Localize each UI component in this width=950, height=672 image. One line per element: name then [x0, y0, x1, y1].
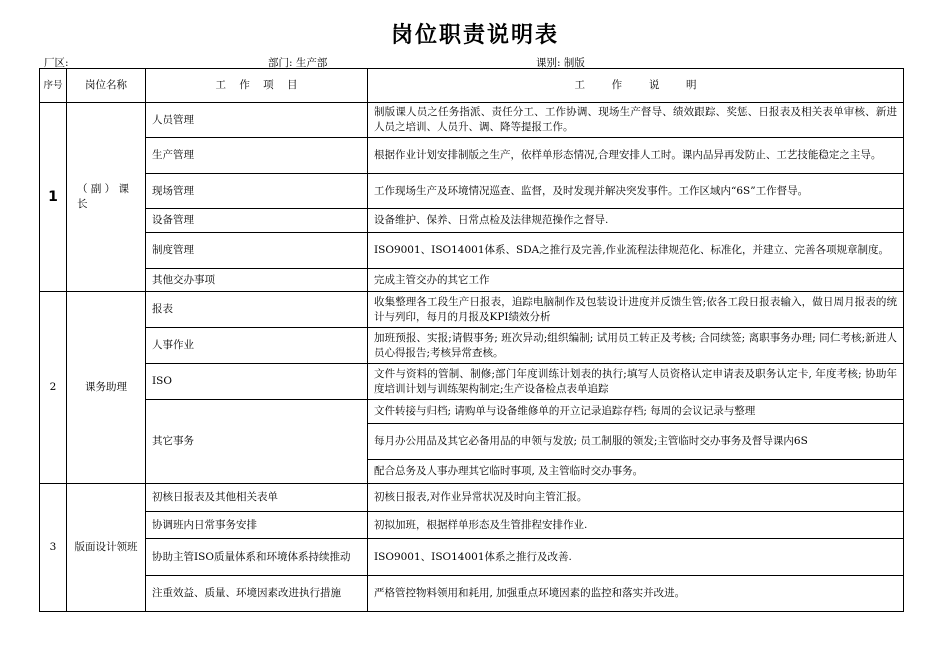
- table-row: [40, 209, 904, 233]
- table-row: [40, 484, 904, 512]
- work-item: 其它事务: [146, 400, 368, 484]
- table-row: [40, 512, 904, 539]
- work-item: 人事作业: [146, 328, 368, 364]
- position-name: （ 副 ） 课 长: [67, 103, 146, 292]
- work-desc: 严格管控物料领用和耗用, 加强重点环境因素的监控和落实并改进。: [368, 576, 904, 612]
- work-desc: ISO9001、ISO14001体系、SDA之推行及完善,作业流程法律规范化、标准化，并建立、完善各项规章制度。: [368, 233, 904, 269]
- header-position: 岗位名称: [67, 69, 146, 103]
- work-desc: ISO9001、ISO14001体系之推行及改善.: [368, 539, 904, 576]
- work-desc: 制版课人员之任务指派、责任分工、工作协调、现场生产督导、绩效跟踪、奖惩、日报表及相关表单审核、新进人员之培训、人员升、调、降等提报工作。: [368, 103, 904, 138]
- section-label: 课别: 制版: [536, 57, 585, 69]
- work-item: 注重效益、质量、环境因素改进执行措施: [146, 576, 368, 612]
- table-row: [40, 400, 904, 424]
- work-desc: 初拟加班，根据样单形态及生管排程安排作业.: [368, 512, 904, 539]
- work-desc: 根据作业计划安排制版之生产，依样单形态情况,合理安排人工时。课内品异再发防止、工艺技能稳定之主导。: [368, 138, 904, 174]
- table-row: [40, 539, 904, 576]
- row-seq: 1: [40, 103, 67, 292]
- work-desc: 加班预报、实报;请假事务; 班次异动;组织编制; 试用员工转正及考核; 合同续签; 离职事务办理; 同仁考核;新进人员心得报告;考核异常查核。: [368, 328, 904, 364]
- factory-label: 厂区:: [44, 57, 69, 69]
- table-row: [40, 364, 904, 400]
- row-seq: 2: [40, 292, 67, 484]
- header-work-item: 工 作 项 目: [146, 69, 368, 103]
- work-item: ISO: [146, 364, 368, 400]
- work-item: 现场管理: [146, 174, 368, 209]
- work-desc: 收集整理各工段生产日报表，追踪电脑制作及包装设计进度并反馈生管;依各工段日报表输入，做日周月报表的统计与列印，每月的月报及KPI绩效分析: [368, 292, 904, 328]
- table-row: [40, 233, 904, 269]
- work-item: 协助主管ISO质量体系和环境体系持续推动: [146, 539, 368, 576]
- work-item: 制度管理: [146, 233, 368, 269]
- work-item: 其他交办事项: [146, 269, 368, 292]
- table-row: [40, 328, 904, 364]
- work-item: 设备管理: [146, 209, 368, 233]
- work-desc: 文件转接与归档; 请购单与设备维修单的开立记录追踪存档; 每周的会议记录与整理: [368, 400, 904, 424]
- row-seq: 3: [40, 484, 67, 612]
- work-desc: 初核日报表,对作业异常状况及时向主管汇报。: [368, 484, 904, 512]
- header-work-desc: 工 作 说 明: [368, 69, 904, 103]
- table-row: [40, 292, 904, 328]
- table-header-row: [40, 69, 904, 103]
- work-desc: 每月办公用品及其它必备用品的申领与发放; 员工制服的领发;主管临时交办事务及督导课内6S: [368, 424, 904, 460]
- work-item: 人员管理: [146, 103, 368, 138]
- work-desc: 工作现场生产及环境情况巡查、监督，及时发现并解决突发事件。工作区域内“6S”工作督导。: [368, 174, 904, 209]
- table-row: [40, 269, 904, 292]
- table-row: [40, 576, 904, 612]
- work-desc: 设备维护、保养、日常点检及法律规范操作之督导.: [368, 209, 904, 233]
- work-desc: 文件与资料的管制、制修;部门年度训练计划表的执行;填写人员资格认定申请表及职务认定卡, 年度考核; 协助年度培训计划与训练架构制定;生产设备检点表单追踪: [368, 364, 904, 400]
- work-item: 生产管理: [146, 138, 368, 174]
- position-name: 版面设计领班: [67, 484, 146, 612]
- table-row: [40, 138, 904, 174]
- table-row: [40, 103, 904, 138]
- document-title: 岗位职责说明表: [390, 23, 559, 48]
- department-label: 部门: 生产部: [268, 57, 328, 69]
- duty-table: [39, 68, 904, 612]
- work-item: 协调班内日常事务安排: [146, 512, 368, 539]
- table-row: [40, 174, 904, 209]
- position-name: 课务助理: [67, 292, 146, 484]
- work-item: 报表: [146, 292, 368, 328]
- work-desc: 配合总务及人事办理其它临时事项, 及主管临时交办事务。: [368, 460, 904, 484]
- header-seq: 序号: [40, 69, 67, 103]
- work-desc: 完成主管交办的其它工作: [368, 269, 904, 292]
- work-item: 初核日报表及其他相关表单: [146, 484, 368, 512]
